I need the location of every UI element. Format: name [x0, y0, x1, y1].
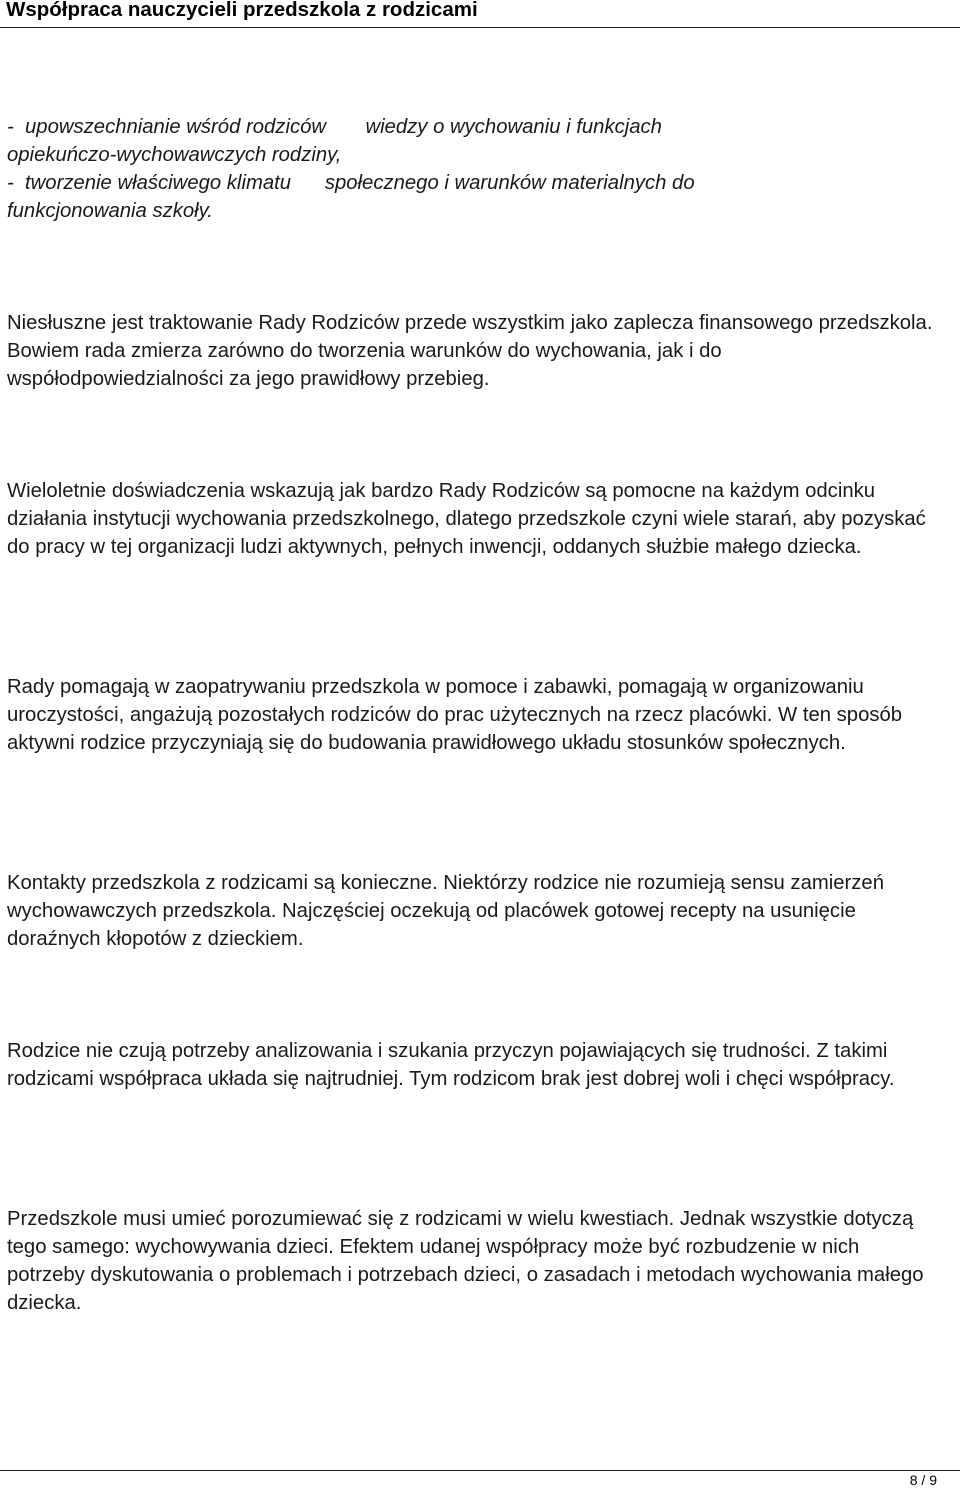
- body-paragraph: Rady pomagają w zaopatrywaniu przedszkola w pomoce i zabawki, pomagają w organizowaniu uroczystości, angażują pozostałych rodziców do prac użytecznych na rzecz placówki. W ten sposób aktywni rodzice przyczyniają się do budowania prawidłowego układu stosunków społecznych.: [7, 676, 903, 754]
- page-header: [0, 0, 960, 28]
- intro-list: [7, 113, 937, 225]
- intro-list-line: - tworzenie właściwego klimatu społecznego i warunków materialnych do: [7, 172, 695, 194]
- intro-list-line: opiekuńczo-wychowawczych rodziny,: [7, 144, 342, 166]
- page-number: 8 / 9: [909, 1472, 937, 1488]
- body-paragraph: Niesłuszne jest traktowanie Rady Rodziców przede wszystkim jako zaplecza finansowego przedszkola. Bowiem rada zmierza zarówno do tworzenia warunków do wychowania, jak i do współodpowiedzialności za jego prawidłowy przebieg.: [7, 312, 933, 390]
- intro-list-line: funkcjonowania szkoły.: [7, 200, 213, 222]
- body-paragraph: Przedszkole musi umieć porozumiewać się z rodzicami w wielu kwestiach. Jednak wszystkie dotyczą tego samego: wychowywania dzieci. Efektem udanej współpracy może być rozbudzenie w nich potrzeby dyskutowania o problemach i potrzebach dzieci, o zasadach i metodach wychowania małego dziecka.: [7, 1208, 924, 1314]
- body-paragraph: Rodzice nie czują potrzeby analizowania i szukania przyczyn pojawiających się trudności. Z takimi rodzicami współpraca układa się najtrudniej. Tym rodzicom brak jest dobrej woli i chęci współpracy.: [7, 1040, 895, 1090]
- page-footer: [0, 1470, 960, 1488]
- body-paragraph: Kontakty przedszkola z rodzicami są konieczne. Niektórzy rodzice nie rozumieją sensu zamierzeń wychowawczych przedszkola. Najczęściej oczekują od placówek gotowej recepty na usunięcie doraźnych kłopotów z dzieckiem.: [7, 872, 884, 950]
- page-title: Współpraca nauczycieli przedszkola z rodzicami: [6, 0, 478, 21]
- intro-list-line: - upowszechnianie wśród rodziców wiedzy o wychowaniu i funkcjach: [7, 116, 662, 138]
- body-paragraph: Wieloletnie doświadczenia wskazują jak bardzo Rady Rodziców są pomocne na każdym odcinku działania instytucji wychowania przedszkolnego, dlatego przedszkole czyni wiele starań, aby pozyskać do pracy w tej organizacji ludzi aktywnych, pełnych inwencji, oddanych służbie małego dziecka.: [7, 480, 926, 558]
